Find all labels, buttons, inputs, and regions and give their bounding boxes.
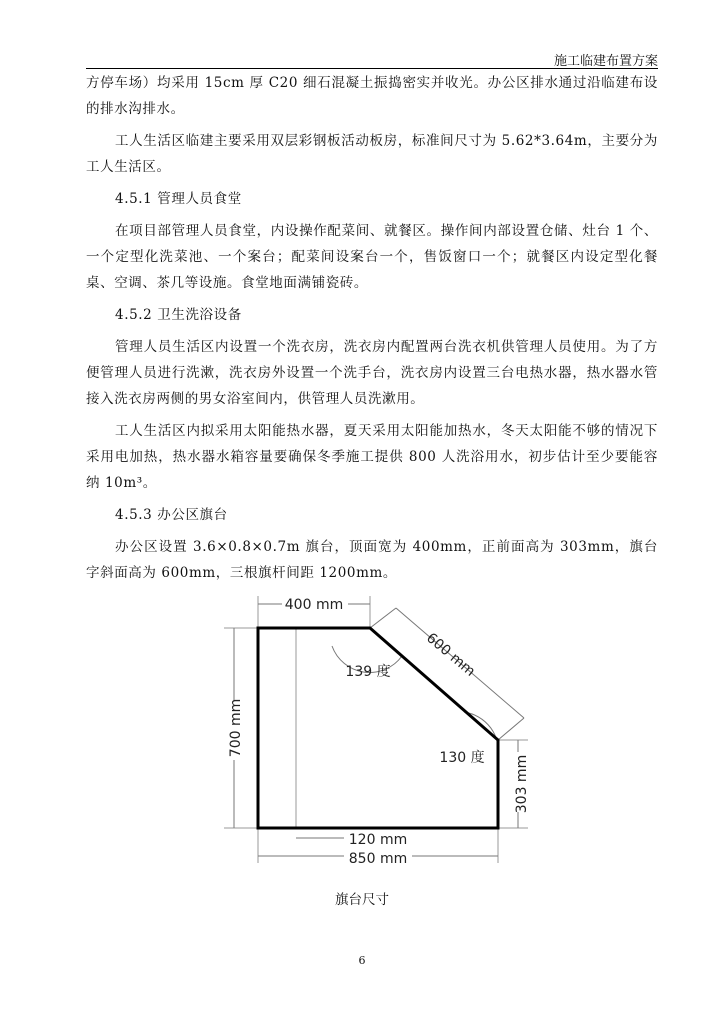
flag-platform-diagram [216,588,546,878]
dim-ext-slope-bottom [498,718,524,740]
section-heading-canteen: 4.5.1 管理人员食堂 [115,191,242,207]
page-number: 6 [358,954,366,967]
document-body [86,70,658,592]
label-angle-lower: 130 度 [439,750,485,766]
label-slope: 600 mm [423,630,479,680]
paragraph-flag-platform: 办公区设置 3.6×0.8×0.7m 旗台，顶面宽为 400mm，正前面高为 303mm，旗台字斜面高为 600mm，三根旗杆间距 1200mm。 [86,539,658,581]
label-total-width: 850 mm [348,851,408,867]
section-heading-bathing: 4.5.2 卫生洗浴设备 [115,307,242,323]
paragraph-solar-heater: 工人生活区内拟采用太阳能热水器，夏天采用太阳能加热水，冬天太阳能不够的情况下采用电加热，热水器水箱容量要确保冬季施工提供 800 人洗浴用水，初步估计至少要能容纳 10m³。 [86,423,658,491]
diagram-svg [216,588,546,878]
header-rule [86,68,658,69]
dim-ext-slope-top [370,608,396,628]
figure-caption: 旗台尺寸 [335,892,389,908]
paragraph-canteen: 在项目部管理人员食堂，内设操作配菜间、就餐区。操作间内部设置仓储、灶台 1 个、一个定型化洗菜池、一个案台；配菜间设案台一个，售饭窗口一个；就餐区内设定型化餐桌、空调、茶几等设施。食堂地面满铺瓷砖。 [86,223,658,291]
page-header-title: 施工临建布置方案 [553,54,658,69]
label-height: 700 mm [228,698,244,758]
paragraph-drainage: 方停车场）均采用 15cm 厚 C20 细石混凝土振捣密实并收光。办公区排水通过沿临建布设的排水沟排水。 [86,75,658,117]
paragraph-laundry: 管理人员生活区内设置一个洗衣房，洗衣房内配置两台洗衣机供管理人员使用。为了方便管理人员进行洗漱，洗衣房外设置一个洗手台，洗衣房内设置三台电热水器，热水器水管接入洗衣房两侧的男女浴室间内，供管理人员洗漱用。 [86,339,658,407]
paragraph-worker-housing: 工人生活区临建主要采用双层彩钢板活动板房，标准间尺寸为 5.62*3.64m，主要分为工人生活区。 [86,133,658,175]
label-front-height: 303 mm [514,754,530,814]
label-inner: 120 mm [348,832,408,848]
label-top-width: 400 mm [284,597,344,613]
section-heading-flag-platform: 4.5.3 办公区旗台 [115,507,228,523]
label-angle-upper: 139 度 [345,664,391,680]
